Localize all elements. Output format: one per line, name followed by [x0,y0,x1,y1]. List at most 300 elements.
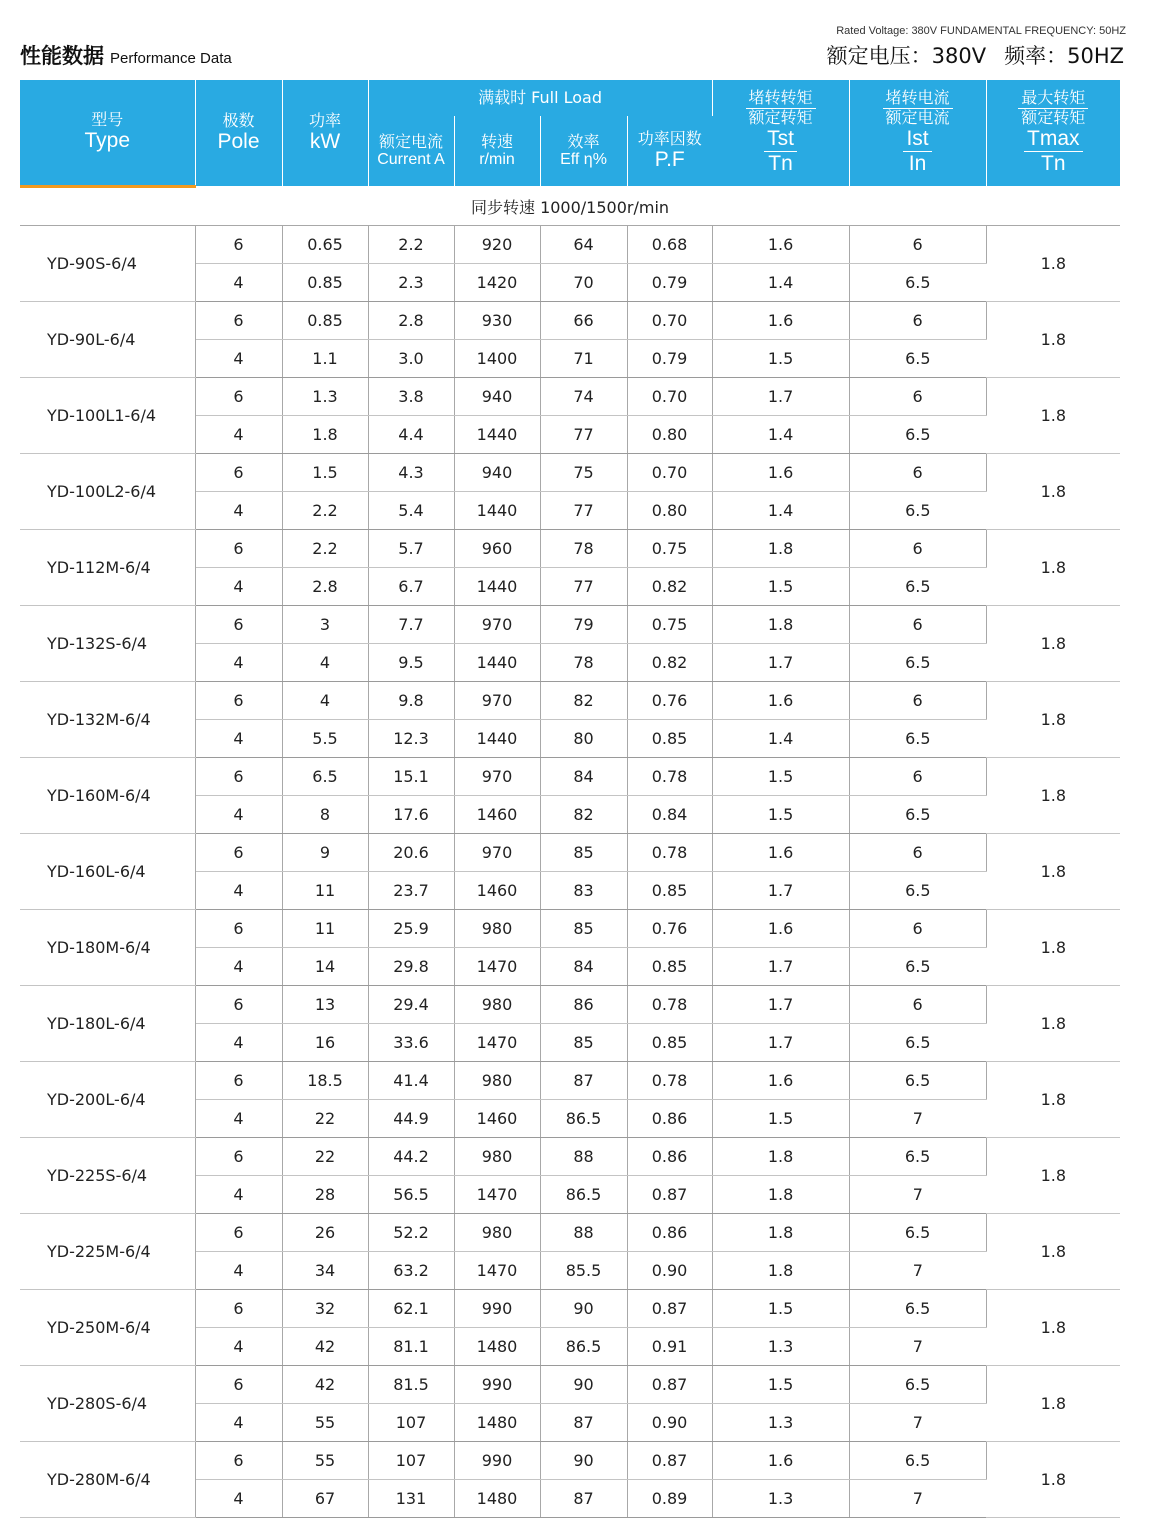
data-cell: 2.8 [368,301,454,339]
table-row [20,377,1120,415]
data-cell: 16 [282,1023,368,1061]
data-cell: 55 [282,1403,368,1441]
data-cell: 0.82 [627,567,712,605]
tmax-cell: 1.8 [986,453,1120,529]
tmax-cell: 1.8 [986,301,1120,377]
data-cell: 6 [195,757,282,795]
data-cell: 1.6 [712,453,849,491]
tmax-cell: 1.8 [986,1289,1120,1365]
data-cell: 4 [195,643,282,681]
data-cell: 7 [849,1403,986,1441]
model-cell: YD-225S-6/4 [20,1137,195,1213]
tmax-cell: 1.8 [986,757,1120,833]
data-cell: 13 [282,985,368,1023]
data-cell: 0.70 [627,453,712,491]
tmax-cell: 1.8 [986,529,1120,605]
data-cell: 3 [282,605,368,643]
rated-spec-cn [827,40,1124,70]
data-cell: 64 [540,225,627,263]
data-cell: 6 [849,225,986,263]
data-cell: 7.7 [368,605,454,643]
model-cell: YD-200L-6/4 [20,1061,195,1137]
data-cell: 0.75 [627,605,712,643]
data-cell: 1.6 [712,1061,849,1099]
data-cell: 0.76 [627,909,712,947]
data-cell: 7 [849,1251,986,1289]
data-cell: 980 [454,909,540,947]
data-cell: 1.8 [712,1251,849,1289]
data-cell: 6.5 [849,1061,986,1099]
rated-voltage-cn: 额定电压：380V [826,44,987,68]
data-cell: 980 [454,1137,540,1175]
data-cell: 6 [849,833,986,871]
data-cell: 20.6 [368,833,454,871]
data-cell: 990 [454,1441,540,1479]
data-cell: 0.78 [627,1061,712,1099]
table-row [20,1289,1120,1327]
data-cell: 1.6 [712,681,849,719]
data-cell: 0.87 [627,1289,712,1327]
data-cell: 78 [540,643,627,681]
data-cell: 1.5 [712,567,849,605]
data-cell: 29.4 [368,985,454,1023]
data-cell: 1.5 [712,1099,849,1137]
data-cell: 1.7 [712,1023,849,1061]
data-cell: 82 [540,681,627,719]
table-row [20,225,1120,263]
data-cell: 0.84 [627,795,712,833]
data-cell: 41.4 [368,1061,454,1099]
data-cell: 75 [540,453,627,491]
data-cell: 6 [849,757,986,795]
data-cell: 4 [195,1327,282,1365]
data-cell: 87 [540,1061,627,1099]
data-cell: 42 [282,1365,368,1403]
data-cell: 0.85 [627,1023,712,1061]
data-cell: 0.80 [627,415,712,453]
model-cell: YD-90S-6/4 [20,225,195,301]
data-cell: 17.6 [368,795,454,833]
page-title [20,40,232,70]
data-cell: 85.5 [540,1251,627,1289]
data-cell: 84 [540,947,627,985]
data-cell: 4 [195,719,282,757]
data-cell: 90 [540,1289,627,1327]
data-cell: 80 [540,719,627,757]
table-row [20,1365,1120,1403]
tmax-cell: 1.8 [986,985,1120,1061]
data-cell: 25.9 [368,909,454,947]
data-cell: 74 [540,377,627,415]
data-cell: 4 [195,491,282,529]
data-cell: 6.5 [849,1365,986,1403]
data-cell: 0.79 [627,339,712,377]
data-cell: 0.87 [627,1175,712,1213]
table-row [20,985,1120,1023]
table-row [20,757,1120,795]
data-cell: 0.75 [627,529,712,567]
data-cell: 0.70 [627,377,712,415]
data-cell: 7 [849,1327,986,1365]
data-cell: 6 [849,529,986,567]
data-cell: 940 [454,377,540,415]
data-cell: 15.1 [368,757,454,795]
data-cell: 6 [195,301,282,339]
data-cell: 9.8 [368,681,454,719]
data-cell: 990 [454,1289,540,1327]
data-cell: 6 [195,985,282,1023]
data-cell: 1440 [454,491,540,529]
data-cell: 970 [454,833,540,871]
data-cell: 90 [540,1365,627,1403]
page-title-cn: 性能数据 [20,44,104,68]
data-cell: 86.5 [540,1099,627,1137]
data-cell: 5.7 [368,529,454,567]
data-cell: 42 [282,1327,368,1365]
data-cell: 6 [849,681,986,719]
header-pole: 极数 Pole [195,80,282,186]
data-cell: 2.2 [282,529,368,567]
data-cell: 4 [195,1403,282,1441]
data-cell: 88 [540,1137,627,1175]
data-cell: 66 [540,301,627,339]
data-cell: 970 [454,605,540,643]
header-type: 型号 Type [20,80,195,186]
data-cell: 63.2 [368,1251,454,1289]
data-cell: 1.7 [712,377,849,415]
data-cell: 0.85 [627,719,712,757]
data-cell: 6.5 [849,415,986,453]
table-row [20,529,1120,567]
data-cell: 6.5 [849,1137,986,1175]
data-cell: 6 [849,605,986,643]
data-cell: 1.6 [712,909,849,947]
data-cell: 980 [454,1213,540,1251]
data-cell: 6 [849,377,986,415]
data-cell: 1470 [454,947,540,985]
data-cell: 81.1 [368,1327,454,1365]
table-row [20,1137,1120,1175]
data-cell: 1420 [454,263,540,301]
data-cell: 86.5 [540,1327,627,1365]
data-cell: 85 [540,1023,627,1061]
data-cell: 9 [282,833,368,871]
data-cell: 930 [454,301,540,339]
data-cell: 6.5 [849,339,986,377]
table-row [20,909,1120,947]
tmax-cell: 1.8 [986,1213,1120,1289]
data-cell: 0.78 [627,985,712,1023]
data-cell: 29.8 [368,947,454,985]
data-cell: 33.6 [368,1023,454,1061]
model-cell: YD-180L-6/4 [20,985,195,1061]
data-cell: 6.7 [368,567,454,605]
data-cell: 6.5 [282,757,368,795]
data-cell: 7 [849,1479,986,1517]
data-cell: 1470 [454,1023,540,1061]
data-cell: 0.86 [627,1213,712,1251]
rated-frequency-cn: 频率：50HZ [1004,44,1124,68]
data-cell: 960 [454,529,540,567]
table-row [20,1441,1120,1479]
data-cell: 1440 [454,567,540,605]
data-cell: 980 [454,985,540,1023]
data-cell: 4 [195,1099,282,1137]
data-cell: 4 [195,795,282,833]
data-cell: 6.5 [849,643,986,681]
data-cell: 22 [282,1099,368,1137]
section-title: 同步转速 1000/1500r/min [20,186,1120,225]
data-cell: 11 [282,909,368,947]
data-cell: 6 [195,1365,282,1403]
performance-table [20,80,1120,1518]
data-cell: 6 [195,1061,282,1099]
data-cell: 0.65 [282,225,368,263]
data-cell: 87 [540,1479,627,1517]
data-cell: 1.3 [712,1327,849,1365]
data-cell: 0.85 [627,947,712,985]
header-pf: 功率因数 P.F [627,116,712,186]
data-cell: 990 [454,1365,540,1403]
data-cell: 0.70 [627,301,712,339]
data-cell: 4 [282,643,368,681]
data-cell: 1400 [454,339,540,377]
data-cell: 6.5 [849,795,986,833]
table-row [20,1213,1120,1251]
data-cell: 52.2 [368,1213,454,1251]
data-cell: 4 [195,1175,282,1213]
data-cell: 1440 [454,643,540,681]
data-cell: 11 [282,871,368,909]
data-cell: 2.2 [368,225,454,263]
tmax-cell: 1.8 [986,833,1120,909]
data-cell: 6.5 [849,719,986,757]
data-cell: 6.5 [849,1023,986,1061]
table-row [20,301,1120,339]
tmax-cell: 1.8 [986,225,1120,301]
data-cell: 970 [454,681,540,719]
data-cell: 1.7 [712,947,849,985]
model-cell: YD-280M-6/4 [20,1441,195,1517]
data-cell: 85 [540,909,627,947]
data-cell: 44.9 [368,1099,454,1137]
data-cell: 6 [195,909,282,947]
data-cell: 23.7 [368,871,454,909]
data-cell: 0.79 [627,263,712,301]
data-cell: 1.7 [712,643,849,681]
model-cell: YD-180M-6/4 [20,909,195,985]
data-cell: 44.2 [368,1137,454,1175]
data-cell: 86.5 [540,1175,627,1213]
data-cell: 0.86 [627,1137,712,1175]
data-cell: 940 [454,453,540,491]
data-cell: 1.1 [282,339,368,377]
data-cell: 6 [195,1213,282,1251]
data-cell: 1440 [454,719,540,757]
data-cell: 1460 [454,795,540,833]
data-cell: 1.8 [712,1213,849,1251]
header-power: 功率 kW [282,80,368,186]
data-cell: 0.91 [627,1327,712,1365]
data-cell: 81.5 [368,1365,454,1403]
data-cell: 6.5 [849,871,986,909]
data-cell: 6 [195,1289,282,1327]
data-cell: 7 [849,1175,986,1213]
data-cell: 0.87 [627,1441,712,1479]
data-cell: 22 [282,1137,368,1175]
data-cell: 85 [540,833,627,871]
data-cell: 4.3 [368,453,454,491]
data-cell: 26 [282,1213,368,1251]
data-cell: 77 [540,415,627,453]
data-cell: 6 [849,301,986,339]
data-cell: 1.8 [712,529,849,567]
table-row [20,605,1120,643]
data-cell: 87 [540,1403,627,1441]
model-cell: YD-100L2-6/4 [20,453,195,529]
data-cell: 1470 [454,1175,540,1213]
data-cell: 6 [849,985,986,1023]
data-cell: 78 [540,529,627,567]
data-cell: 1460 [454,871,540,909]
data-cell: 6 [195,1137,282,1175]
data-cell: 1.4 [712,491,849,529]
data-cell: 107 [368,1441,454,1479]
data-cell: 1480 [454,1479,540,1517]
data-cell: 0.78 [627,757,712,795]
tmax-cell: 1.8 [986,1441,1120,1517]
data-cell: 1.7 [712,985,849,1023]
data-cell: 6.5 [849,491,986,529]
data-cell: 18.5 [282,1061,368,1099]
data-cell: 4.4 [368,415,454,453]
model-cell: YD-225M-6/4 [20,1213,195,1289]
data-cell: 131 [368,1479,454,1517]
tmax-cell: 1.8 [986,909,1120,985]
data-cell: 1470 [454,1251,540,1289]
data-cell: 77 [540,567,627,605]
data-cell: 4 [195,263,282,301]
data-cell: 90 [540,1441,627,1479]
data-cell: 1.4 [712,263,849,301]
data-cell: 0.90 [627,1251,712,1289]
model-cell: YD-160M-6/4 [20,757,195,833]
data-cell: 4 [195,1479,282,1517]
data-cell: 6 [195,225,282,263]
data-cell: 1.4 [712,719,849,757]
data-cell: 34 [282,1251,368,1289]
data-cell: 14 [282,947,368,985]
data-cell: 83 [540,871,627,909]
data-cell: 6 [195,605,282,643]
data-cell: 1.6 [712,1441,849,1479]
model-cell: YD-160L-6/4 [20,833,195,909]
data-cell: 1.3 [282,377,368,415]
data-cell: 6 [195,377,282,415]
data-cell: 1.5 [712,1289,849,1327]
page-title-en: Performance Data [110,50,232,67]
data-cell: 55 [282,1441,368,1479]
model-cell: YD-250M-6/4 [20,1289,195,1365]
data-cell: 0.85 [627,871,712,909]
data-cell: 5.5 [282,719,368,757]
data-cell: 6.5 [849,1213,986,1251]
data-cell: 1.5 [712,1365,849,1403]
data-cell: 1460 [454,1099,540,1137]
tmax-cell: 1.8 [986,1365,1120,1441]
data-cell: 1.8 [282,415,368,453]
data-cell: 0.89 [627,1479,712,1517]
data-cell: 4 [282,681,368,719]
data-cell: 6.5 [849,567,986,605]
data-cell: 6 [195,453,282,491]
data-cell: 1480 [454,1403,540,1441]
data-cell: 1.3 [712,1479,849,1517]
model-cell: YD-112M-6/4 [20,529,195,605]
data-cell: 0.68 [627,225,712,263]
data-cell: 1.6 [712,301,849,339]
data-cell: 0.90 [627,1403,712,1441]
data-cell: 6 [849,909,986,947]
data-cell: 3.8 [368,377,454,415]
data-cell: 5.4 [368,491,454,529]
table-row [20,681,1120,719]
data-cell: 0.86 [627,1099,712,1137]
data-cell: 1440 [454,415,540,453]
data-cell: 4 [195,947,282,985]
data-cell: 1.8 [712,1175,849,1213]
header-speed: 转速 r/min [454,116,540,186]
data-cell: 4 [195,415,282,453]
data-cell: 67 [282,1479,368,1517]
rated-spec-en: Rated Voltage: 380V FUNDAMENTAL FREQUENCY: 50HZ [836,25,1126,37]
model-cell: YD-90L-6/4 [20,301,195,377]
data-cell: 28 [282,1175,368,1213]
data-cell: 6.5 [849,947,986,985]
data-cell: 70 [540,263,627,301]
data-cell: 0.85 [282,301,368,339]
data-cell: 1.7 [712,871,849,909]
data-cell: 1.6 [712,225,849,263]
data-cell: 6 [195,833,282,871]
data-cell: 0.85 [282,263,368,301]
data-cell: 6 [195,681,282,719]
data-cell: 71 [540,339,627,377]
data-cell: 1.8 [712,1137,849,1175]
data-cell: 6.5 [849,1289,986,1327]
data-cell: 62.1 [368,1289,454,1327]
data-cell: 1.4 [712,415,849,453]
data-cell: 1.6 [712,833,849,871]
header-eff: 效率 Eff η% [540,116,627,186]
data-cell: 4 [195,567,282,605]
tmax-cell: 1.8 [986,1137,1120,1213]
tmax-cell: 1.8 [986,1061,1120,1137]
header-current: 额定电流 Current A [368,116,454,186]
data-cell: 4 [195,1251,282,1289]
header-full-load: 满载时 Full Load [368,80,712,116]
data-cell: 6 [195,1441,282,1479]
data-cell: 7 [849,1099,986,1137]
model-cell: YD-280S-6/4 [20,1365,195,1441]
data-cell: 2.2 [282,491,368,529]
data-cell: 9.5 [368,643,454,681]
data-cell: 0.80 [627,491,712,529]
data-cell: 79 [540,605,627,643]
data-cell: 980 [454,1061,540,1099]
data-cell: 6.5 [849,263,986,301]
data-cell: 2.3 [368,263,454,301]
